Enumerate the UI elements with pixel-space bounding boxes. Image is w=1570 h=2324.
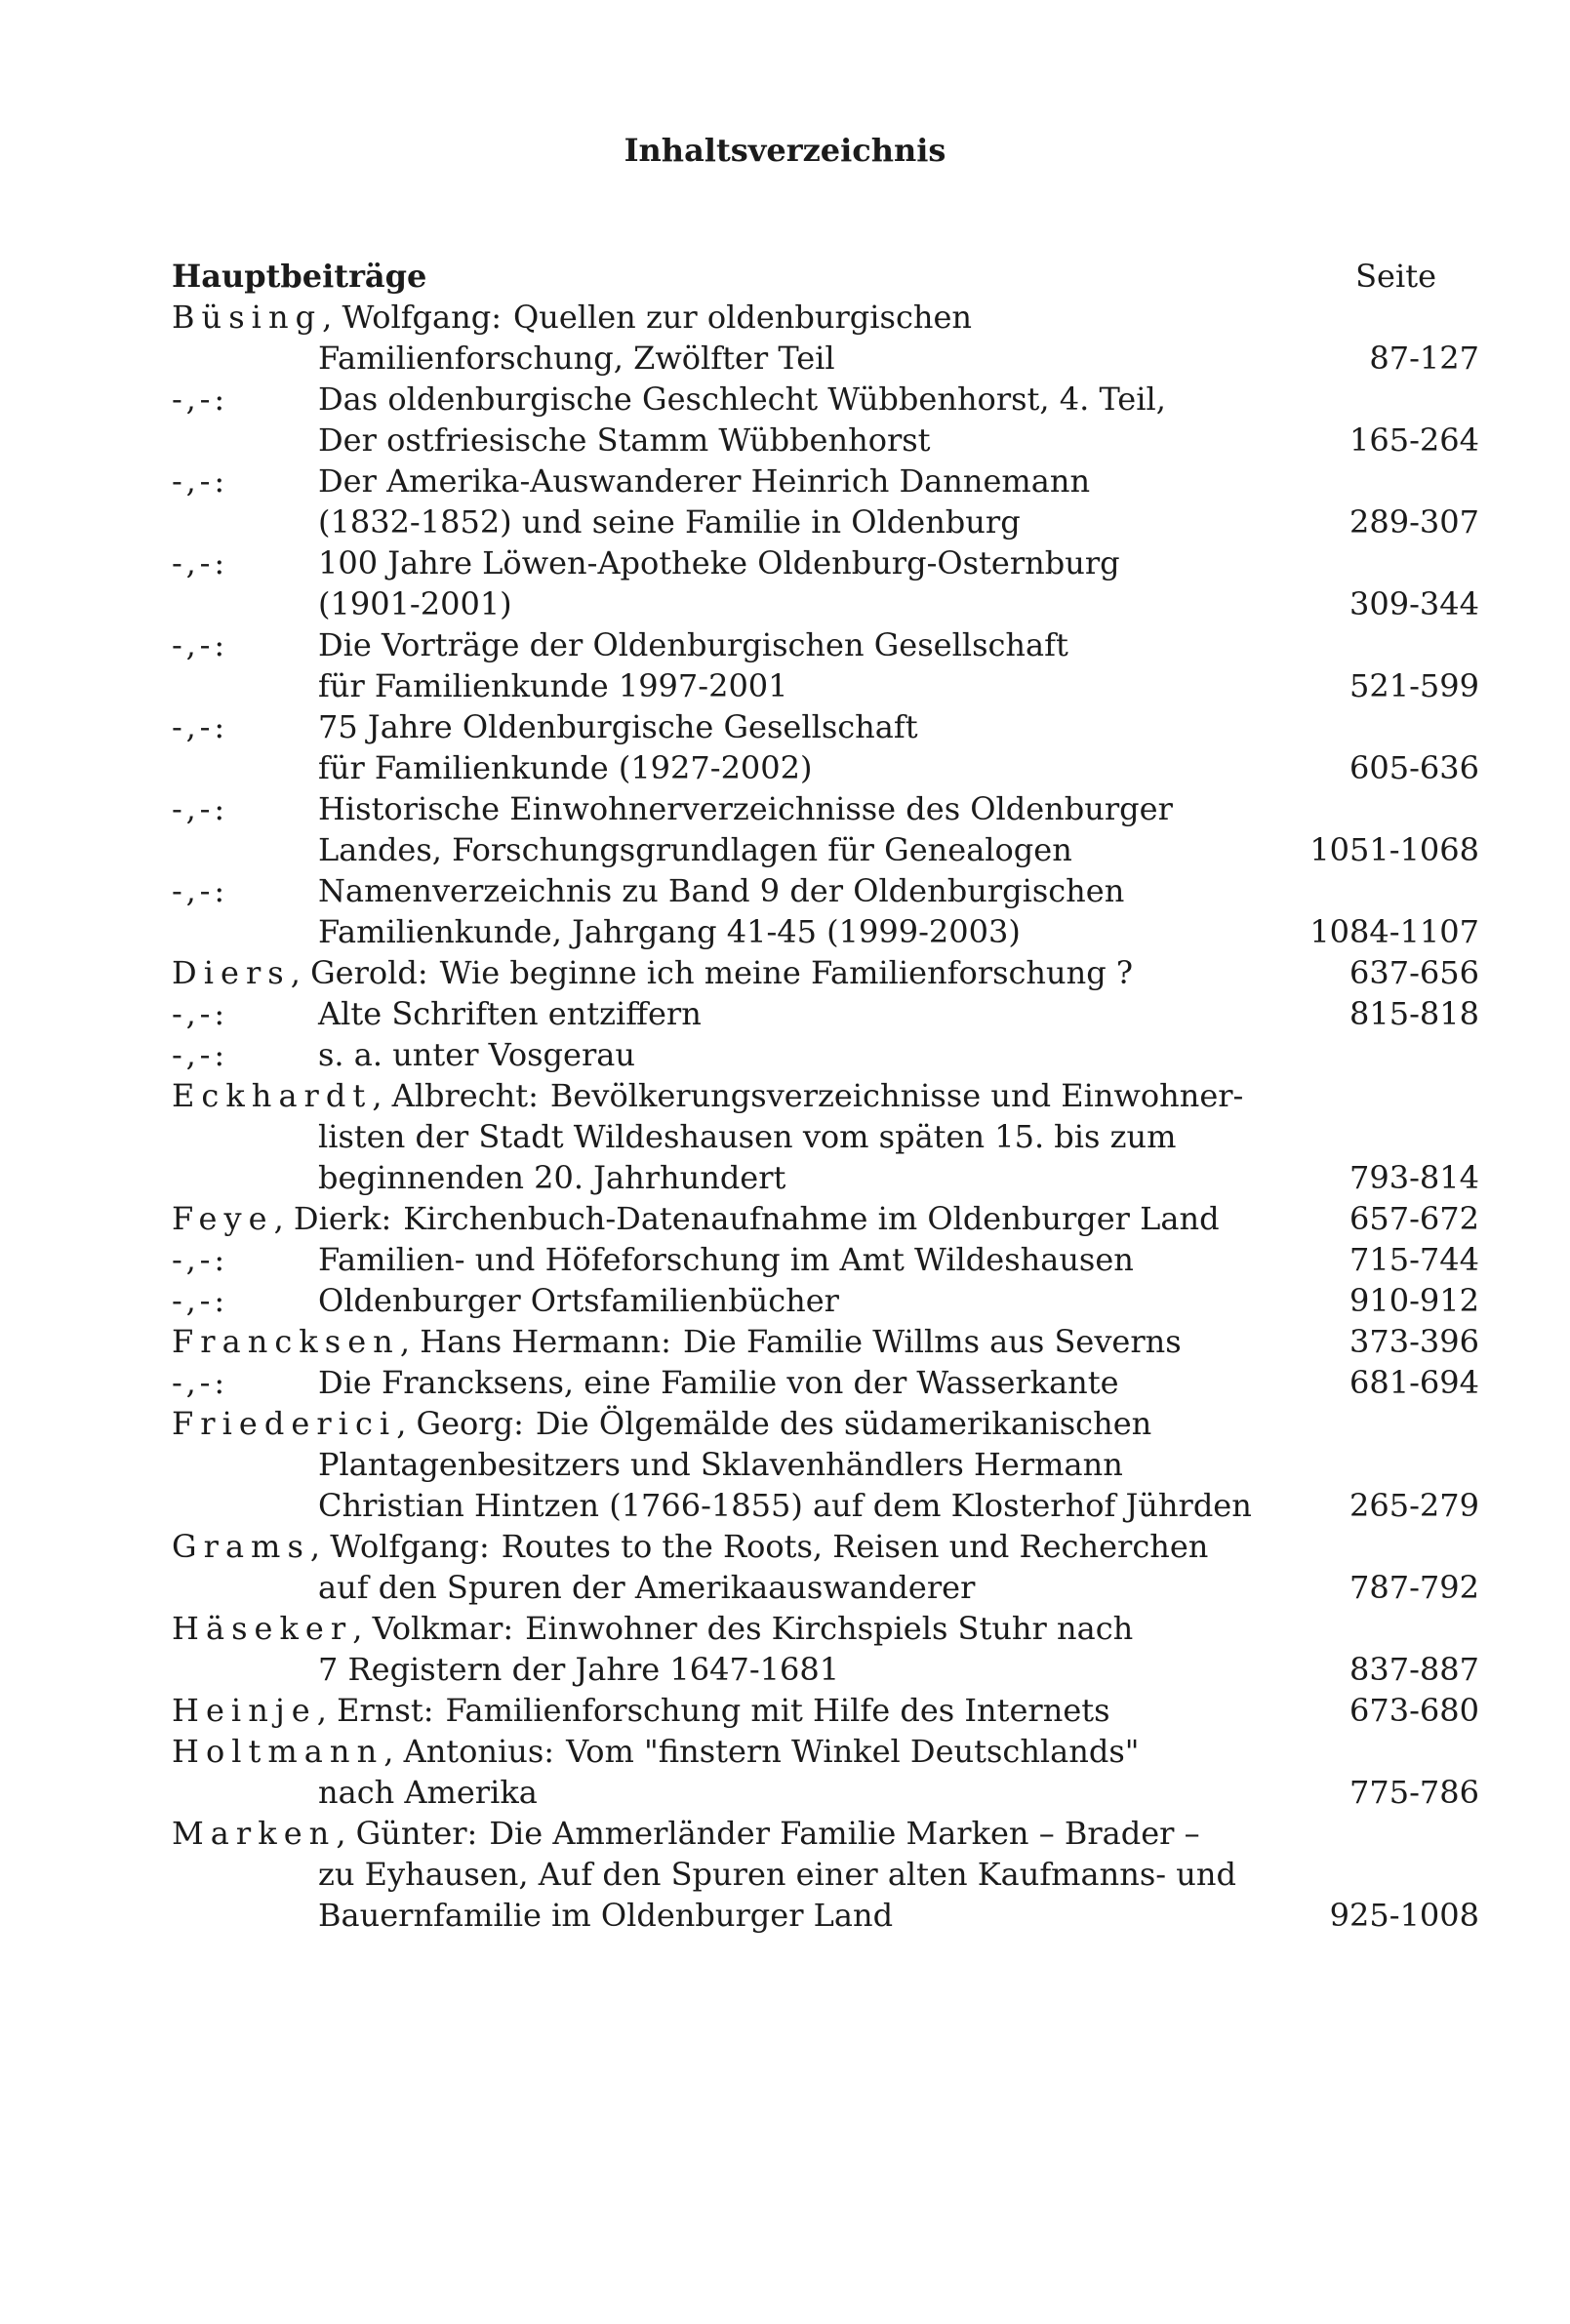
ditto-marker: -,-: — [172, 1282, 228, 1319]
page-range: 1084-1107 — [1309, 913, 1479, 950]
toc-line — [172, 420, 1479, 461]
author-surname: Francksen — [172, 1323, 400, 1360]
toc-entry — [172, 1813, 1479, 1936]
entry-title: Familien- und Höfeforschung im Amt Wildeshausen — [318, 1241, 1134, 1278]
toc-entry — [172, 788, 1479, 870]
entry-title: Die Ölgemälde des südamerikanischen — [535, 1405, 1152, 1442]
page-range: 787-792 — [1349, 1569, 1479, 1606]
toc-line — [172, 542, 1479, 583]
ditto-marker: -,-: — [172, 462, 228, 500]
page-range: 793-814 — [1349, 1159, 1479, 1196]
page-range: 1051-1068 — [1309, 831, 1479, 868]
author-given-name: , Gerold: — [290, 954, 428, 991]
ditto-marker: -,-: — [172, 1036, 228, 1073]
author-given-name: , Albrecht: — [372, 1077, 539, 1114]
author-name — [172, 1608, 513, 1649]
toc-line — [172, 1403, 1479, 1444]
toc-entry — [172, 993, 1479, 1034]
author-surname: Friederici — [172, 1405, 397, 1442]
toc-entry — [172, 379, 1479, 461]
entry-title: Oldenburger Ortsfamilienbücher — [318, 1282, 839, 1319]
toc-header-row — [172, 256, 1479, 297]
page-range: 775-786 — [1349, 1774, 1479, 1811]
ditto-marker: -,-: — [172, 381, 228, 418]
toc-line — [172, 1608, 1479, 1649]
author-given-name: , Ernst: — [316, 1692, 434, 1729]
toc-line — [172, 1526, 1479, 1567]
toc-line — [172, 1034, 1479, 1075]
page-range: 309-344 — [1349, 585, 1479, 622]
toc-entry — [172, 1198, 1479, 1239]
author-given-name: , Wolfgang: — [322, 299, 502, 336]
toc-line — [172, 297, 1479, 338]
author-given-name: , Volkmar: — [352, 1610, 514, 1647]
entry-title-continued: beginnenden 20. Jahrhundert — [318, 1159, 786, 1196]
entry-title: Die Francksens, eine Familie von der Wasserkante — [318, 1364, 1119, 1401]
entry-title-continued: nach Amerika — [318, 1774, 538, 1811]
author-name — [172, 1526, 490, 1567]
page-range: 815-818 — [1349, 995, 1479, 1032]
entry-title-continued: Familienforschung, Zwölfter Teil — [318, 340, 835, 377]
toc-line — [172, 1731, 1479, 1772]
toc-line — [172, 1075, 1479, 1116]
toc-line — [172, 665, 1479, 706]
toc-entry — [172, 624, 1479, 706]
page-range: 289-307 — [1349, 503, 1479, 541]
toc-entry — [172, 1690, 1479, 1731]
table-of-contents — [172, 256, 1479, 1936]
toc-entry — [172, 461, 1479, 542]
page-range: 657-672 — [1349, 1200, 1479, 1237]
toc-line — [172, 1567, 1479, 1608]
entry-title: Vom "finstern Winkel Deutschlands" — [566, 1733, 1140, 1770]
page-range: 87-127 — [1369, 340, 1479, 377]
entry-title-continued: zu Eyhausen, Auf den Spuren einer alten Kaufmanns- und — [318, 1856, 1236, 1893]
ditto-marker: -,-: — [172, 1364, 228, 1401]
entry-title: Das oldenburgische Geschlecht Wübbenhorst, 4. Teil, — [318, 381, 1166, 418]
toc-line — [172, 1485, 1479, 1526]
toc-line — [172, 829, 1479, 870]
toc-line — [172, 1321, 1479, 1362]
author-surname: Holtmann — [172, 1733, 384, 1770]
toc-entry — [172, 1362, 1479, 1403]
author-surname: Eckhardt — [172, 1077, 373, 1114]
toc-line — [172, 952, 1479, 993]
author-name — [172, 1690, 433, 1731]
toc-entry — [172, 1321, 1479, 1362]
toc-line — [172, 1772, 1479, 1813]
entry-title: Einwohner des Kirchspiels Stuhr nach — [525, 1610, 1134, 1647]
entry-title: 75 Jahre Oldenburgische Gesellschaft — [318, 708, 918, 745]
ditto-marker: -,-: — [172, 1241, 228, 1278]
toc-line — [172, 1444, 1479, 1485]
entry-title: Historische Einwohnerverzeichnisse des Oldenburger — [318, 790, 1173, 827]
ditto-marker: -,-: — [172, 544, 228, 581]
toc-line — [172, 1362, 1479, 1403]
toc-line — [172, 911, 1479, 952]
toc-entry — [172, 1526, 1479, 1608]
toc-line — [172, 1649, 1479, 1690]
page-range: 681-694 — [1349, 1364, 1479, 1401]
toc-entry — [172, 1731, 1479, 1813]
author-given-name: , Antonius: — [383, 1733, 555, 1770]
entry-title-continued: (1832-1852) und seine Familie in Oldenburg — [318, 503, 1021, 541]
page-range: 637-656 — [1349, 954, 1479, 991]
toc-line — [172, 1854, 1479, 1895]
toc-line — [172, 706, 1479, 747]
author-surname: Diers — [172, 954, 291, 991]
author-given-name: , Dierk: — [273, 1200, 392, 1237]
entry-title: Kirchenbuch-Datenaufnahme im Oldenburger Land — [403, 1200, 1220, 1237]
toc-line — [172, 788, 1479, 829]
author-name — [172, 297, 502, 338]
author-given-name: , Günter: — [336, 1815, 478, 1852]
page-range: 521-599 — [1349, 667, 1479, 704]
author-given-name: , Georg: — [396, 1405, 524, 1442]
toc-line — [172, 747, 1479, 788]
author-name — [172, 1403, 524, 1444]
entry-title: Die Familie Willms aus Severns — [682, 1323, 1182, 1360]
entry-title: Quellen zur oldenburgischen — [512, 299, 973, 336]
author-name — [172, 1731, 554, 1772]
ditto-marker: -,-: — [172, 626, 228, 663]
entry-title: Der Amerika-Auswanderer Heinrich Dannemann — [318, 462, 1091, 500]
entry-title: Wie beginne ich meine Familienforschung ? — [439, 954, 1134, 991]
toc-line — [172, 1690, 1479, 1731]
author-surname: Feye — [172, 1200, 274, 1237]
toc-entry — [172, 1403, 1479, 1526]
ditto-marker: -,-: — [172, 708, 228, 745]
entry-title-continued: für Familienkunde 1997-2001 — [318, 667, 788, 704]
toc-line — [172, 1116, 1479, 1157]
author-surname: Marken — [172, 1815, 337, 1852]
author-name — [172, 1198, 391, 1239]
author-name — [172, 952, 428, 993]
author-given-name: , Hans Hermann: — [399, 1323, 671, 1360]
entry-title: Die Ammerländer Familie Marken – Brader – — [489, 1815, 1200, 1852]
page-range: 925-1008 — [1329, 1897, 1479, 1934]
toc-line — [172, 1198, 1479, 1239]
page-range: 373-396 — [1349, 1323, 1479, 1360]
author-surname: Büsing — [172, 299, 323, 336]
author-name — [172, 1321, 671, 1362]
entry-title: s. a. unter Vosgerau — [318, 1036, 635, 1073]
toc-entry — [172, 1034, 1479, 1075]
entry-title-continued: (1901-2001) — [318, 585, 512, 622]
entry-title: Namenverzeichnis zu Band 9 der Oldenburgischen — [318, 872, 1125, 909]
entry-title-continued: auf den Spuren der Amerikaauswanderer — [318, 1569, 976, 1606]
toc-entry — [172, 952, 1479, 993]
toc-entry — [172, 1239, 1479, 1280]
author-name — [172, 1075, 539, 1116]
toc-line — [172, 1157, 1479, 1198]
entry-title-continued: Christian Hintzen (1766-1855) auf dem Klosterhof Jührden — [318, 1487, 1252, 1524]
author-surname: Häseker — [172, 1610, 353, 1647]
entry-title: Bevölkerungsverzeichnisse und Einwohner- — [549, 1077, 1244, 1114]
author-surname: Heinje — [172, 1692, 317, 1729]
page-range: 605-636 — [1349, 749, 1479, 786]
toc-entry — [172, 706, 1479, 788]
toc-line — [172, 993, 1479, 1034]
ditto-marker: -,-: — [172, 790, 228, 827]
entry-title-continued: Landes, Forschungsgrundlagen für Genealogen — [318, 831, 1072, 868]
pages-column-label: Seite — [1355, 258, 1436, 295]
toc-line — [172, 461, 1479, 501]
toc-line — [172, 338, 1479, 379]
toc-line — [172, 501, 1479, 542]
toc-entry — [172, 542, 1479, 624]
toc-entry — [172, 1608, 1479, 1690]
toc-line — [172, 1813, 1479, 1854]
entry-title-continued: listen der Stadt Wildeshausen vom späten 15. bis zum — [318, 1118, 1177, 1155]
entry-title: Familienforschung mit Hilfe des Internets — [445, 1692, 1110, 1729]
entry-title-continued: Bauernfamilie im Oldenburger Land — [318, 1897, 894, 1934]
entry-title-continued: für Familienkunde (1927-2002) — [318, 749, 813, 786]
entry-title: 100 Jahre Löwen-Apotheke Oldenburg-Osternburg — [318, 544, 1120, 581]
toc-entry — [172, 1280, 1479, 1321]
entry-title-continued: 7 Registern der Jahre 1647-1681 — [318, 1651, 840, 1688]
page-range: 673-680 — [1349, 1692, 1479, 1729]
toc-entry — [172, 1075, 1479, 1198]
entry-title: Routes to the Roots, Reisen und Recherchen — [501, 1528, 1209, 1565]
page-range: 715-744 — [1349, 1241, 1479, 1278]
ditto-marker: -,-: — [172, 995, 228, 1032]
page-range: 165-264 — [1349, 421, 1479, 459]
page-title: Inhaltsverzeichnis — [624, 132, 946, 169]
entry-title-continued: Der ostfriesische Stamm Wübbenhorst — [318, 421, 931, 459]
toc-line — [172, 379, 1479, 420]
section-heading: Hauptbeiträge — [172, 258, 427, 295]
entry-title-continued: Plantagenbesitzers und Sklavenhändlers Hermann — [318, 1446, 1123, 1483]
page-range: 910-912 — [1349, 1282, 1479, 1319]
toc-line — [172, 1239, 1479, 1280]
toc-line — [172, 624, 1479, 665]
toc-line — [172, 1280, 1479, 1321]
toc-line — [172, 870, 1479, 911]
page-range: 265-279 — [1349, 1487, 1479, 1524]
entry-title: Alte Schriften entziffern — [318, 995, 702, 1032]
author-given-name: , Wolfgang: — [309, 1528, 490, 1565]
entry-title: Die Vorträge der Oldenburgischen Gesellschaft — [318, 626, 1068, 663]
toc-line — [172, 583, 1479, 624]
entry-title-continued: Familienkunde, Jahrgang 41-45 (1999-2003) — [318, 913, 1021, 950]
author-name — [172, 1813, 477, 1854]
toc-entry — [172, 870, 1479, 952]
toc-entry — [172, 297, 1479, 379]
author-surname: Grams — [172, 1528, 310, 1565]
toc-line — [172, 1895, 1479, 1936]
ditto-marker: -,-: — [172, 872, 228, 909]
page-range: 837-887 — [1349, 1651, 1479, 1688]
